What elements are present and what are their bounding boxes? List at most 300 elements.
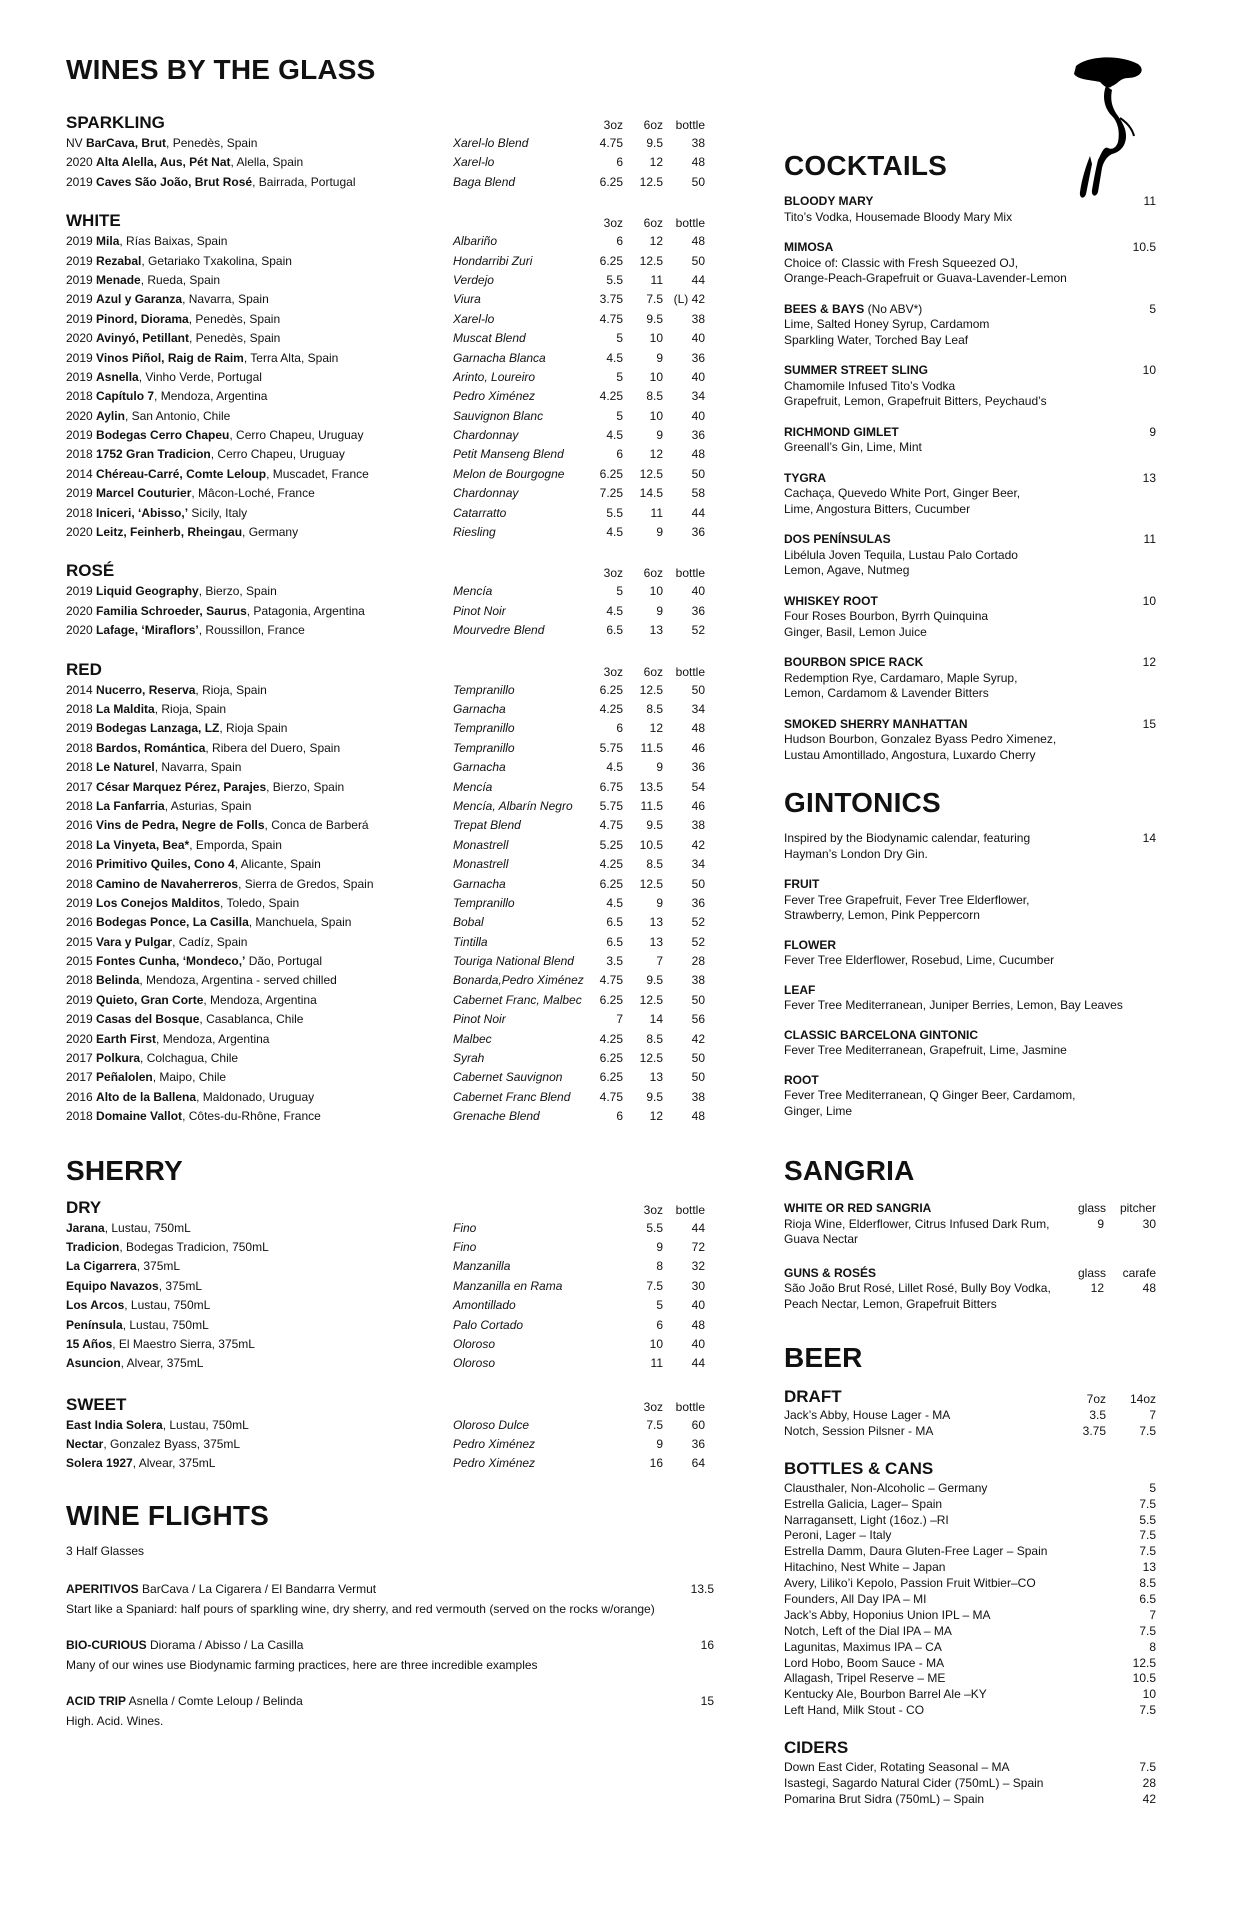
wine-region: , Navarra, Spain	[154, 760, 242, 775]
price-3oz: 9	[656, 1239, 663, 1254]
price-bottle: 36	[691, 525, 705, 540]
draft-title: DRAFT	[784, 1387, 842, 1406]
wine-grape: Xarel-lo	[453, 155, 495, 170]
bottle-name: Left Hand, Milk Stout - CO	[784, 1703, 925, 1718]
price-bottle: 44	[691, 505, 705, 520]
wine-row	[66, 971, 705, 990]
wine-region: , Patagonia, Argentina	[246, 603, 365, 618]
flight-name	[66, 1694, 303, 1708]
price-bottle: 50	[691, 682, 705, 697]
cider-name: Isastegi, Sagardo Natural Cider (750mL) – Spain	[784, 1776, 1044, 1791]
wine-region: , Bierzo, Spain	[266, 779, 345, 794]
wine-name	[66, 1012, 303, 1026]
wine-name	[66, 993, 317, 1007]
sangria-size-header: pitcher	[1119, 1201, 1156, 1215]
cocktail-price: 9	[1149, 424, 1156, 439]
wine-section	[66, 560, 705, 640]
sangria-size-header: carafe	[1122, 1265, 1156, 1280]
sherry-details: , Lustau, 750mL	[122, 1317, 209, 1332]
wine-grape: Viura	[453, 292, 481, 307]
price-bottle: 36	[691, 1437, 705, 1452]
wine-row	[66, 271, 705, 290]
price-bottle: 52	[691, 915, 705, 930]
price-3oz: 5	[616, 408, 623, 423]
bottle-price: 7.5	[1139, 1496, 1156, 1511]
sherry-name	[66, 1318, 209, 1332]
price-3oz: 6	[616, 155, 623, 170]
wine-region: , Cadíz, Spain	[172, 934, 248, 949]
cocktail-name	[784, 194, 1156, 210]
wine-row	[66, 1107, 705, 1126]
wine-region: , Germany	[242, 525, 299, 540]
bottle-price: 7.5	[1139, 1623, 1156, 1638]
sherry-producer: 15 Años	[66, 1336, 113, 1351]
wine-row	[66, 407, 705, 426]
cocktail-price: 11	[1143, 194, 1156, 208]
sherry-name	[66, 1279, 202, 1293]
bottle-row	[784, 1544, 1156, 1560]
price-3oz: 4.5	[606, 525, 623, 540]
cider-row	[784, 1760, 1156, 1776]
wine-producer: Alto de la Ballena	[96, 1089, 197, 1104]
bottle-row	[784, 1624, 1156, 1640]
cocktails-title: COCKTAILS	[784, 150, 948, 181]
wine-name	[66, 389, 267, 403]
wine-section-header	[66, 112, 705, 134]
cocktail-name	[784, 302, 1156, 318]
gintonic-item	[784, 938, 1156, 969]
wine-vintage: 2019	[66, 895, 97, 910]
sangria-price-large: 30	[1142, 1216, 1156, 1231]
price-bottle: 42	[691, 837, 705, 852]
price-3oz: 4.5	[606, 350, 623, 365]
wine-vintage: 2019	[66, 1012, 97, 1027]
right-column	[784, 152, 1156, 1808]
wine-region: , Toledo, Spain	[220, 895, 300, 910]
wine-region: , Terra Alta, Spain	[243, 350, 339, 365]
cocktail-description: Redemption Rye, Cardamaro, Maple Syrup,	[784, 670, 1018, 685]
wine-region: , Getariako Txakolina, Spain	[141, 253, 292, 268]
wine-region: , Ribera del Duero, Spain	[205, 740, 341, 755]
cocktail-title: WHISKEY ROOT	[784, 593, 878, 608]
cider-name: Pomarina Brut Sidra (750mL) – Spain	[784, 1791, 985, 1806]
wine-region: Sicily, Italy	[188, 505, 248, 520]
wine-grape: Bonarda,Pedro Ximénez	[453, 973, 584, 988]
wine-row	[66, 232, 705, 251]
wine-grape: Mencía	[453, 779, 493, 794]
sherry-row	[66, 1316, 705, 1335]
price-3oz: 11	[650, 1356, 663, 1371]
sangria-size-header: glass	[1077, 1265, 1106, 1280]
sherry-row	[66, 1277, 705, 1296]
wine-section	[66, 112, 705, 192]
wine-grape: Pinot Noir	[453, 1012, 506, 1027]
price-6oz: 12.5	[639, 174, 663, 189]
wine-region: , Maldonado, Uruguay	[196, 1089, 315, 1104]
cocktail-title: MIMOSA	[784, 240, 834, 254]
wine-grape: Arinto, Loureiro	[453, 369, 536, 384]
wine-grape: Petit Manseng Blend	[453, 447, 564, 462]
price-bottle: 44	[691, 1220, 705, 1235]
bottle-row	[784, 1656, 1156, 1672]
cocktail-item	[784, 194, 1156, 225]
wine-name	[66, 915, 351, 929]
wine-region: , Penedès, Spain	[166, 136, 258, 150]
price-3oz: 4.5	[606, 603, 623, 618]
price-bottle: 48	[691, 447, 705, 462]
wine-producer: Iniceri, ‘Abisso,’	[96, 505, 189, 520]
wine-row	[66, 1088, 705, 1107]
price-bottle: 50	[691, 992, 705, 1007]
bottle-price: 5	[1149, 1480, 1156, 1495]
wine-grape: Muscat Blend	[453, 331, 526, 346]
bottle-row	[784, 1687, 1156, 1703]
price-column-header: 6oz	[643, 664, 663, 679]
price-3oz: 4.25	[599, 389, 623, 404]
draft-price-14oz: 7.5	[1139, 1423, 1156, 1438]
sangria-title: SANGRIA	[784, 1155, 915, 1186]
sherry-style: Fino	[453, 1239, 477, 1254]
wine-grape: Xarel-lo	[453, 311, 495, 326]
price-6oz: 11	[650, 505, 663, 520]
wine-grape: Riesling	[453, 525, 496, 540]
cocktail-item	[784, 532, 1156, 579]
price-6oz: 12	[649, 721, 663, 736]
gintonic-description: Fever Tree Mediterranean, Q Ginger Beer, Cardamom,	[784, 1088, 1076, 1102]
wine-grape: Pinot Noir	[453, 603, 506, 618]
sangria-price-large: 48	[1142, 1281, 1156, 1295]
sherry-section	[66, 1197, 705, 1374]
price-bottle: 40	[691, 1336, 705, 1351]
bottle-price: 5.5	[1139, 1512, 1156, 1527]
sangria-name: WHITE OR RED SANGRIA	[784, 1201, 932, 1215]
wine-vintage: 2018	[66, 876, 97, 891]
flight-price: 13.5	[690, 1581, 714, 1596]
price-bottle: 64	[691, 1456, 705, 1471]
wine-grape: Malbec	[453, 1031, 492, 1046]
price-bottle: 34	[691, 857, 705, 872]
wine-vintage: 2018	[66, 760, 97, 775]
flight-title-line	[66, 1636, 714, 1656]
price-3oz: 4.5	[606, 428, 623, 443]
wine-producer: Le Naturel	[96, 760, 155, 775]
wine-region: , Casablanca, Chile	[199, 1012, 304, 1027]
flights-title: WINE FLIGHTS	[66, 1499, 270, 1531]
wine-region: , Roussillon, France	[198, 623, 305, 638]
cocktail-name	[784, 594, 1156, 610]
bottle-price: 7.5	[1139, 1544, 1156, 1559]
flights-subtitle: 3 Half Glasses	[66, 1543, 145, 1558]
wine-name	[66, 760, 241, 774]
price-3oz: 6.25	[599, 1070, 623, 1085]
price-6oz: 10	[649, 584, 663, 599]
wine-grape: Melon de Bourgogne	[453, 466, 565, 481]
gintonic-item	[784, 983, 1156, 1014]
price-bottle: 52	[691, 623, 705, 638]
wine-name	[66, 506, 247, 520]
cider-price: 7.5	[1139, 1760, 1156, 1775]
bottle-row	[784, 1608, 1156, 1624]
wine-vintage: 2019	[66, 486, 97, 501]
gintonic-item	[784, 877, 1156, 924]
price-6oz: 9	[656, 603, 663, 618]
flight-label: BIO-CURIOUS	[66, 1637, 147, 1652]
wine-row	[66, 290, 705, 309]
cocktail-description: Ginger, Basil, Lemon Juice	[784, 624, 927, 639]
wine-name	[66, 254, 292, 268]
sherry-name	[66, 1337, 255, 1351]
sherry-details: , Lustau, 750mL	[124, 1298, 211, 1313]
sherry-row	[66, 1335, 705, 1354]
price-3oz: 5.25	[599, 837, 623, 852]
wine-grape: Monastrell	[453, 857, 509, 872]
price-column-header: bottle	[675, 1399, 705, 1414]
wine-producer: Leitz, Feinherb, Rheingau	[96, 525, 243, 540]
sherry-name	[66, 1356, 203, 1370]
price-6oz: 9	[656, 350, 663, 365]
price-6oz: 8.5	[646, 857, 663, 872]
bottle-row	[784, 1671, 1156, 1687]
wine-vintage: 2020	[66, 623, 97, 638]
price-6oz: 12	[649, 155, 663, 170]
wine-producer: Belinda	[96, 973, 140, 988]
wine-region: , Asturias, Spain	[164, 798, 252, 813]
wine-section-header	[66, 560, 705, 582]
wine-producer: Bodegas Lanzaga, LZ	[96, 721, 220, 736]
sherry-producer: Península	[66, 1317, 123, 1332]
price-bottle: 54	[691, 779, 705, 794]
wine-grape: Grenache Blend	[453, 1109, 540, 1124]
cocktail-item	[784, 425, 1156, 456]
price-bottle: 44	[691, 1356, 705, 1371]
sherry-details: , Gonzalez Byass, 375mL	[103, 1437, 241, 1452]
price-6oz: 7	[656, 954, 663, 969]
price-column-header: bottle	[675, 566, 705, 581]
wine-producer: Domaine Vallot	[96, 1109, 183, 1124]
wine-producer: César Marquez Pérez, Parajes	[96, 779, 267, 794]
gintonic-name: LEAF	[784, 982, 816, 997]
price-3oz: 4.25	[599, 857, 623, 872]
wine-vintage: 2017	[66, 1070, 97, 1085]
sangria-description: Peach Nectar, Lemon, Grapefruit Bitters	[784, 1296, 997, 1311]
wine-region: , Conca de Barberá	[264, 818, 369, 833]
sherry-section	[66, 1394, 705, 1474]
price-6oz: 9.5	[646, 1089, 663, 1104]
flight-wines: BarCava / La Cigarera / El Bandarra Vermut	[138, 1581, 377, 1596]
wine-vintage: 2018	[66, 740, 97, 755]
price-6oz: 12	[649, 1109, 663, 1124]
gintonic-list	[784, 877, 1156, 1119]
wine-region: , Mendoza, Argentina - served chilled	[139, 973, 337, 988]
wine-name	[66, 877, 374, 891]
wine-grape: Chardonnay	[453, 428, 519, 443]
bottle-name: Kentucky Ale, Bourbon Barrel Ale –KY	[784, 1687, 987, 1702]
cider-price: 28	[1142, 1776, 1156, 1791]
price-bottle: 48	[691, 1317, 705, 1332]
wine-row	[66, 1030, 705, 1049]
price-bottle: 38	[691, 311, 705, 326]
gintonics-intro-line-1: Inspired by the Biodynamic calendar, featuring	[784, 831, 1031, 845]
wine-vintage: 2020	[66, 603, 97, 618]
price-bottle: 72	[691, 1239, 705, 1254]
price-3oz: 5.5	[606, 505, 623, 520]
wine-row	[66, 855, 705, 874]
price-6oz: 11.5	[640, 740, 663, 755]
sangria-item	[784, 1266, 1156, 1313]
wine-name	[66, 525, 298, 539]
wine-producer: Capítulo 7	[96, 389, 155, 404]
wine-name	[66, 486, 315, 500]
sherry-row	[66, 1416, 705, 1435]
price-bottle: 34	[691, 389, 705, 404]
price-3oz: 7.25	[599, 486, 623, 501]
wine-name	[66, 623, 305, 637]
draft-name: Jack’s Abby, House Lager - MA	[784, 1408, 951, 1422]
wine-name	[66, 1051, 238, 1065]
wine-row	[66, 445, 705, 464]
price-3oz: 5	[616, 584, 623, 599]
cocktail-description: Lemon, Cardamom & Lavender Bitters	[784, 686, 989, 700]
wine-producer: Quieto, Gran Corte	[96, 992, 204, 1007]
wine-region: , Côtes-du-Rhône, France	[182, 1109, 321, 1124]
wine-row	[66, 991, 705, 1010]
wine-row	[66, 816, 705, 835]
bottle-price: 8.5	[1139, 1576, 1156, 1591]
wine-section-title: WHITE	[66, 211, 121, 231]
flight-description: Many of our wines use Biodynamic farming practices, here are three incredible examples	[66, 1657, 538, 1672]
price-6oz: 10	[649, 369, 663, 384]
wine-vintage: 2019	[66, 428, 97, 443]
price-column-header: bottle	[675, 118, 705, 132]
gintonic-item	[784, 1028, 1156, 1059]
wine-region: , Mendoza, Argentina	[203, 992, 317, 1007]
price-3oz: 6	[616, 447, 623, 462]
wine-name	[66, 351, 338, 365]
sherry-row	[66, 1454, 705, 1473]
price-bottle: 34	[691, 701, 705, 716]
cocktail-description: Tito’s Vodka, Housemade Bloody Mary Mix	[784, 209, 1013, 224]
wine-vintage: 2015	[66, 954, 97, 969]
price-6oz: 10.5	[639, 837, 663, 852]
wine-row	[66, 523, 705, 542]
wine-row	[66, 621, 705, 640]
beer-block	[784, 1388, 1156, 1808]
wine-row	[66, 952, 705, 971]
price-3oz: 6.25	[599, 253, 623, 268]
cocktail-price: 5	[1149, 301, 1156, 316]
price-bottle: 40	[691, 408, 705, 423]
wine-producer: Peñalolen	[96, 1070, 153, 1085]
wine-region: , Mendoza, Argentina	[156, 1031, 270, 1046]
price-6oz: 14.5	[639, 486, 663, 501]
bottle-row	[784, 1528, 1156, 1544]
price-3oz: 3.75	[599, 292, 623, 307]
price-bottle: 46	[691, 798, 705, 813]
price-column-header: 6oz	[643, 566, 663, 581]
bottle-name: Narragansett, Light (16oz.) –RI	[784, 1512, 949, 1527]
cocktail-price: 13	[1142, 470, 1156, 485]
price-6oz: 12	[649, 234, 663, 249]
price-bottle: 46	[691, 740, 705, 755]
price-bottle: 38	[691, 973, 705, 988]
wine-vintage: 2018	[66, 389, 97, 404]
sherry-row	[66, 1219, 705, 1238]
price-3oz: 6	[616, 1109, 623, 1124]
draft-row	[784, 1424, 1156, 1440]
price-bottle: 48	[691, 234, 705, 249]
wine-vintage: 2019	[66, 253, 97, 268]
bottle-name: Clausthaler, Non-Alcoholic – Germany	[784, 1480, 988, 1495]
cocktail-name	[784, 717, 1156, 733]
price-column-header: 6oz	[643, 216, 663, 231]
wine-grape: Garnacha	[453, 760, 506, 775]
wine-name	[66, 428, 363, 442]
wine-row	[66, 252, 705, 271]
wine-row	[66, 913, 705, 932]
wine-producer: Aylin	[96, 408, 125, 423]
price-6oz: 9.5	[646, 311, 663, 326]
sangria-price-glass: 12	[1090, 1281, 1104, 1295]
bottle-price: 13	[1142, 1560, 1156, 1575]
price-6oz: 11.5	[640, 798, 663, 813]
wine-grape: Garnacha	[453, 701, 506, 716]
wine-vintage: 2018	[66, 973, 97, 988]
wine-vintage: 2016	[66, 857, 97, 872]
price-6oz: 9.5	[646, 818, 663, 833]
gintonic-description: Strawberry, Lemon, Pink Peppercorn	[784, 908, 980, 922]
price-3oz: 7.5	[646, 1278, 663, 1293]
price-3oz: 16	[649, 1456, 663, 1471]
wine-region: , Manchuela, Spain	[248, 915, 352, 930]
wine-region: , Rueda, Spain	[140, 272, 221, 287]
price-3oz: 5	[656, 1298, 663, 1313]
wine-name	[66, 155, 303, 169]
wine-region: , Bierzo, Spain	[198, 584, 277, 599]
draft-row	[784, 1408, 1156, 1424]
sherry-details: , Alvear, 375mL	[132, 1456, 216, 1471]
sherry-row	[66, 1354, 705, 1373]
cider-row	[784, 1792, 1156, 1808]
cocktail-title: SMOKED SHERRY MANHATTAN	[784, 716, 968, 731]
wine-grape: Trepat Blend	[453, 818, 521, 833]
wine-name	[66, 857, 321, 871]
wine-grape: Cabernet Franc Blend	[453, 1089, 571, 1104]
price-3oz: 4.75	[599, 136, 623, 150]
wine-producer: Avinyó, Petillant	[96, 331, 189, 346]
price-bottle: 38	[691, 136, 705, 150]
wine-name	[66, 234, 227, 248]
gintonic-description: Ginger, Lime	[784, 1103, 853, 1118]
left-column	[66, 54, 714, 1748]
price-6oz: 12	[649, 447, 663, 462]
price-bottle: 50	[691, 174, 705, 189]
sangria-name: GUNS & ROSÉS	[784, 1265, 877, 1280]
price-column-header: bottle	[675, 664, 705, 679]
sherry-row	[66, 1435, 705, 1454]
price-3oz: 5.5	[646, 1220, 663, 1235]
draft-size-header: 14oz	[1129, 1392, 1156, 1406]
gintonic-name: FLOWER	[784, 937, 836, 952]
wine-producer: Liquid Geography	[96, 584, 199, 599]
bottle-row	[784, 1703, 1156, 1719]
wine-row	[66, 173, 705, 192]
wine-row	[66, 504, 705, 523]
wine-producer: Lafage, ‘Miraflors’	[96, 623, 199, 638]
sherry-name	[66, 1259, 180, 1273]
price-3oz: 4.25	[599, 1031, 623, 1046]
sherry-section-title: DRY	[66, 1197, 102, 1217]
wine-region: , Sierra de Gredos, Spain	[238, 876, 374, 891]
